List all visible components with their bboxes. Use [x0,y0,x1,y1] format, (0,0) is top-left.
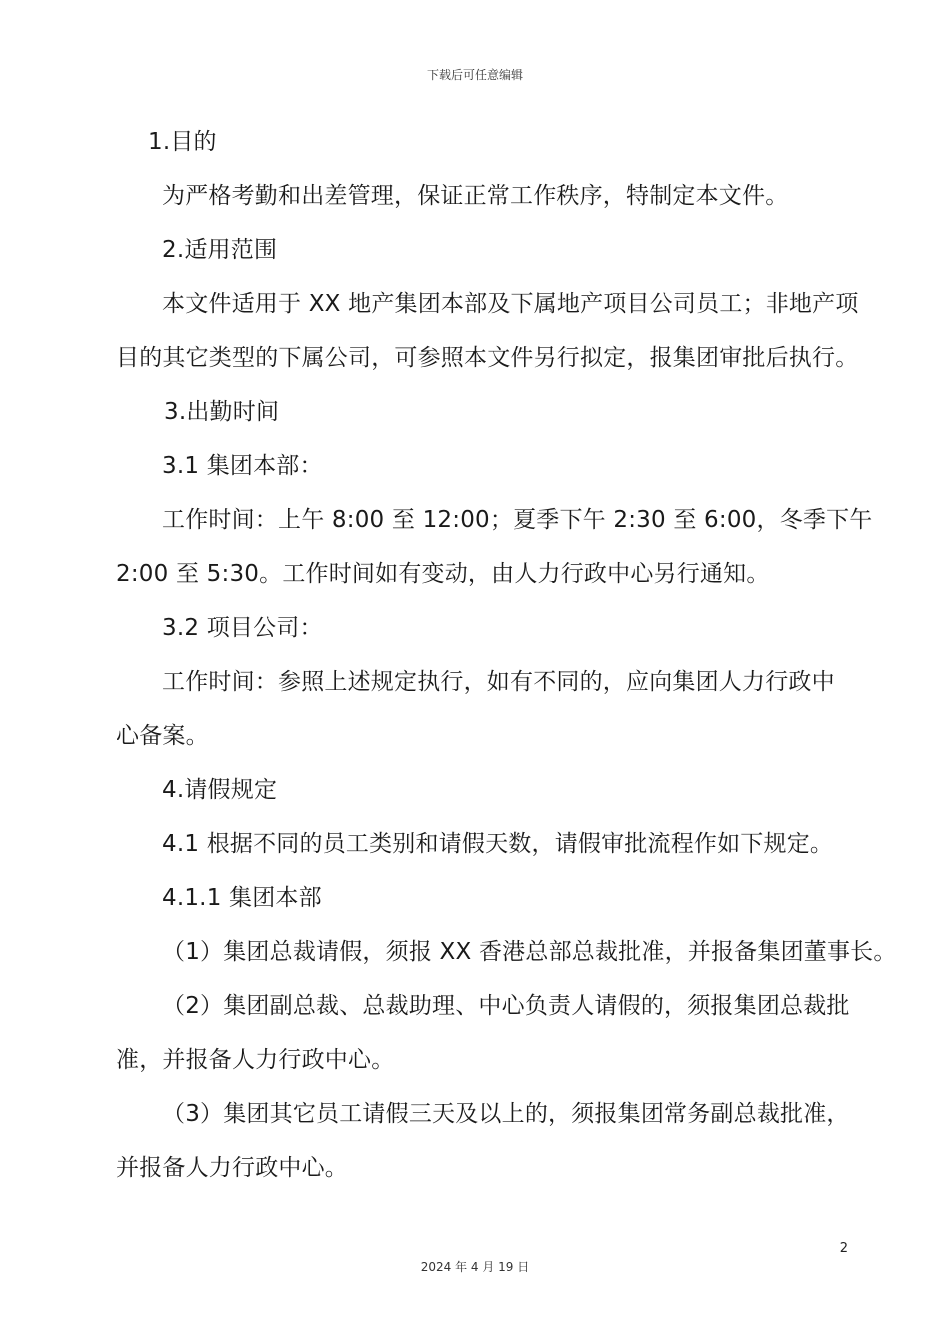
paragraph-line: 为严格考勤和出差管理，保证正常工作秩序，特制定本文件。 [162,183,789,209]
heading-text: 3.2 项目公司： [162,615,323,641]
paragraph-line: 本文件适用于 XX 地产集团本部及下属地产项目公司员工；非地产项 [162,291,859,317]
section-heading-purpose [116,115,856,169]
paragraph-line: 目的其它类型的下属公司，可参照本文件另行拟定，报集团审批后执行。 [116,345,859,371]
page-footer-date: 2024 年 4 月 19 日 [420,1260,530,1274]
paragraph-line: 工作时间：上午 8:00 至 12:00；夏季下午 2:30 至 6:00，冬季下午 [162,507,873,533]
paragraph-scope [116,277,859,385]
paragraph-project-hours [116,655,856,763]
list-item-1 [116,925,897,979]
paragraph-line: （2）集团副总裁、总裁助理、中心负责人请假的，须报集团总裁批 [162,993,850,1019]
paragraph-line: 准，并报备人力行政中心。 [116,1047,395,1073]
section-heading-leave [116,763,856,817]
paragraph-line: 2:00 至 5:30。工作时间如有变动，由人力行政中心另行通知。 [116,561,770,587]
paragraph-line: 工作时间：参照上述规定执行，如有不同的，应向集团人力行政中 [162,669,835,695]
heading-text: 3.1 集团本部： [162,453,323,479]
paragraph-leave-intro [116,817,856,871]
list-item-2 [116,979,856,1087]
section-heading-attendance [116,385,856,439]
paragraph-line: （1）集团总裁请假，须报 XX 香港总部总裁批准，并报备集团董事长。 [162,939,897,965]
page-header: 下载后可任意编辑 [426,68,523,82]
subheading-leave-hq [116,871,856,925]
paragraph-hq-hours [116,493,873,601]
heading-text: 2.适用范围 [162,237,278,263]
paragraph-line: 心备案。 [116,723,209,749]
heading-text: 4.请假规定 [162,777,278,803]
paragraph-line: 并报备人力行政中心。 [116,1155,348,1181]
list-item-3 [116,1087,856,1195]
subheading-group-hq [116,439,856,493]
heading-text: 4.1.1 集团本部 [162,885,322,911]
paragraph-line: （3）集团其它员工请假三天及以上的，须报集团常务副总裁批准， [162,1101,850,1127]
paragraph-line: 4.1 根据不同的员工类别和请假天数，请假审批流程作如下规定。 [162,831,834,857]
subheading-project-company [116,601,856,655]
paragraph-purpose [116,169,856,223]
heading-text: 1.目的 [148,129,217,155]
section-heading-scope [116,223,856,277]
page-number: 2 [839,1241,848,1256]
heading-text: 3.出勤时间 [164,399,280,425]
